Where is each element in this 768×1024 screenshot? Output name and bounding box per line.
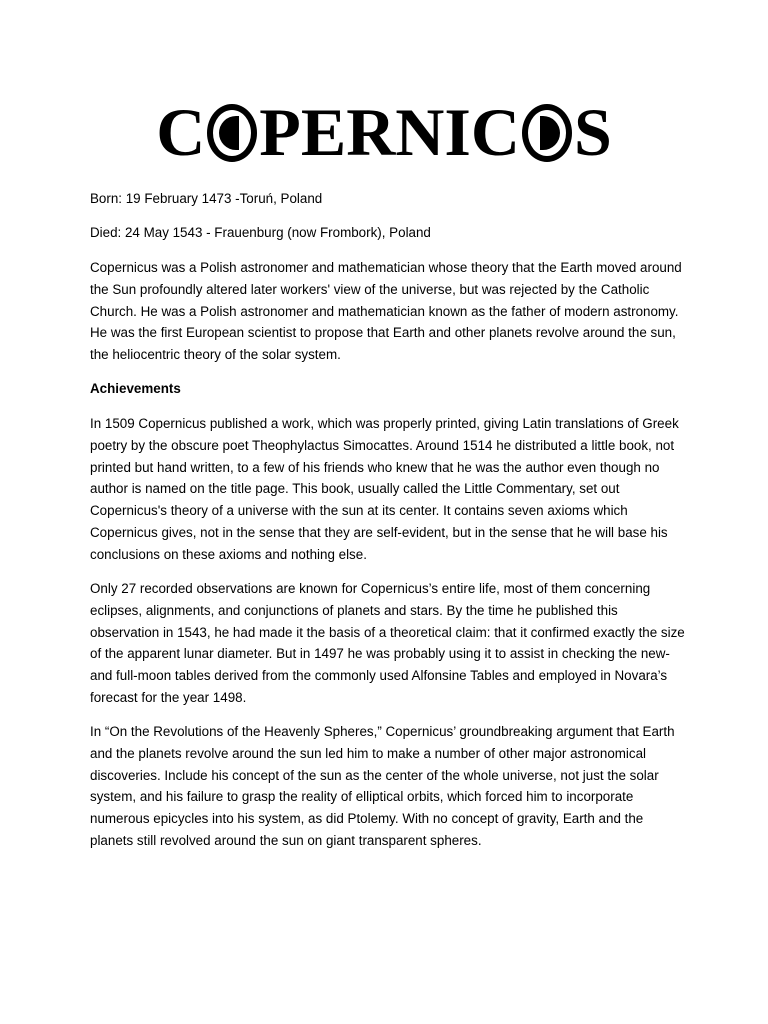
achievements-paragraph-3: In “On the Revolutions of the Heavenly Spheres,” Copernicus’ groundbreaking argument that Earth and the planets revolve around the sun led him to make a number of other major astronomical discoveries. Include his concept of the sun as the center of the whole universe, not just the solar system, and his failure to grasp the reality of elliptical orbits, which forced him to incorporate numerous epicycles into his system, as did Ptolemy. With no concept of gravity, Earth and the planets still revolved around the sun on giant transparent spheres. [90, 724, 675, 848]
intro-paragraph: Copernicus was a Polish astronomer and mathematician whose theory that the Earth moved around the Sun profoundly altered later workers' view of the universe, but was rejected by the Catholic Church. He was a Polish astronomer and mathematician known as the father of modern astronomy. He was the first European scientist to propose that Earth and other planets revolve around the sun, the heliocentric theory of the solar system. [90, 260, 682, 363]
achievements-paragraph-1: In 1509 Copernicus published a work, which was properly printed, giving Latin translations of Greek poetry by the obscure poet Theophylactus Simocattes. Around 1514 he distributed a little book, not printed but hand written, to a few of his friends who knew that he was the author even though no author is named on the title page. This book, usually called the Little Commentary, set out Copernicus's theory of a universe with the sun at its center. It contains seven axioms which Copernicus gives, not in the sense that they are self-evident, but in the sense that he will base his conclusions on these axioms and nothing else. [90, 416, 679, 562]
moon-phase-o-icon [207, 104, 257, 162]
title-letter-s: S [573, 94, 612, 170]
page-title [0, 92, 768, 172]
died-line: Died: 24 May 1543 - Frauenburg (now Frombork), Poland [90, 225, 431, 240]
title-letter-c: C [156, 94, 206, 170]
born-line: Born: 19 February 1473 -Toruń, Poland [90, 191, 323, 206]
achievements-heading: Achievements [90, 381, 181, 396]
title-letters-pernic: PERNIC [259, 94, 520, 170]
moon-phase-u-icon [522, 104, 572, 162]
achievements-paragraph-2: Only 27 recorded observations are known for Copernicus’s entire life, most of them concerning eclipses, alignments, and conjunctions of planets and stars. By the time he published this observation in 1543, he had made it the basis of a theoretical claim: that it confirmed exactly the size of the apparent lunar diameter. But in 1497 he was probably using it to assist in checking the new- and full-moon tables derived from the commonly used Alfonsine Tables and employed in Novara’s forecast for the year 1498. [90, 581, 685, 705]
